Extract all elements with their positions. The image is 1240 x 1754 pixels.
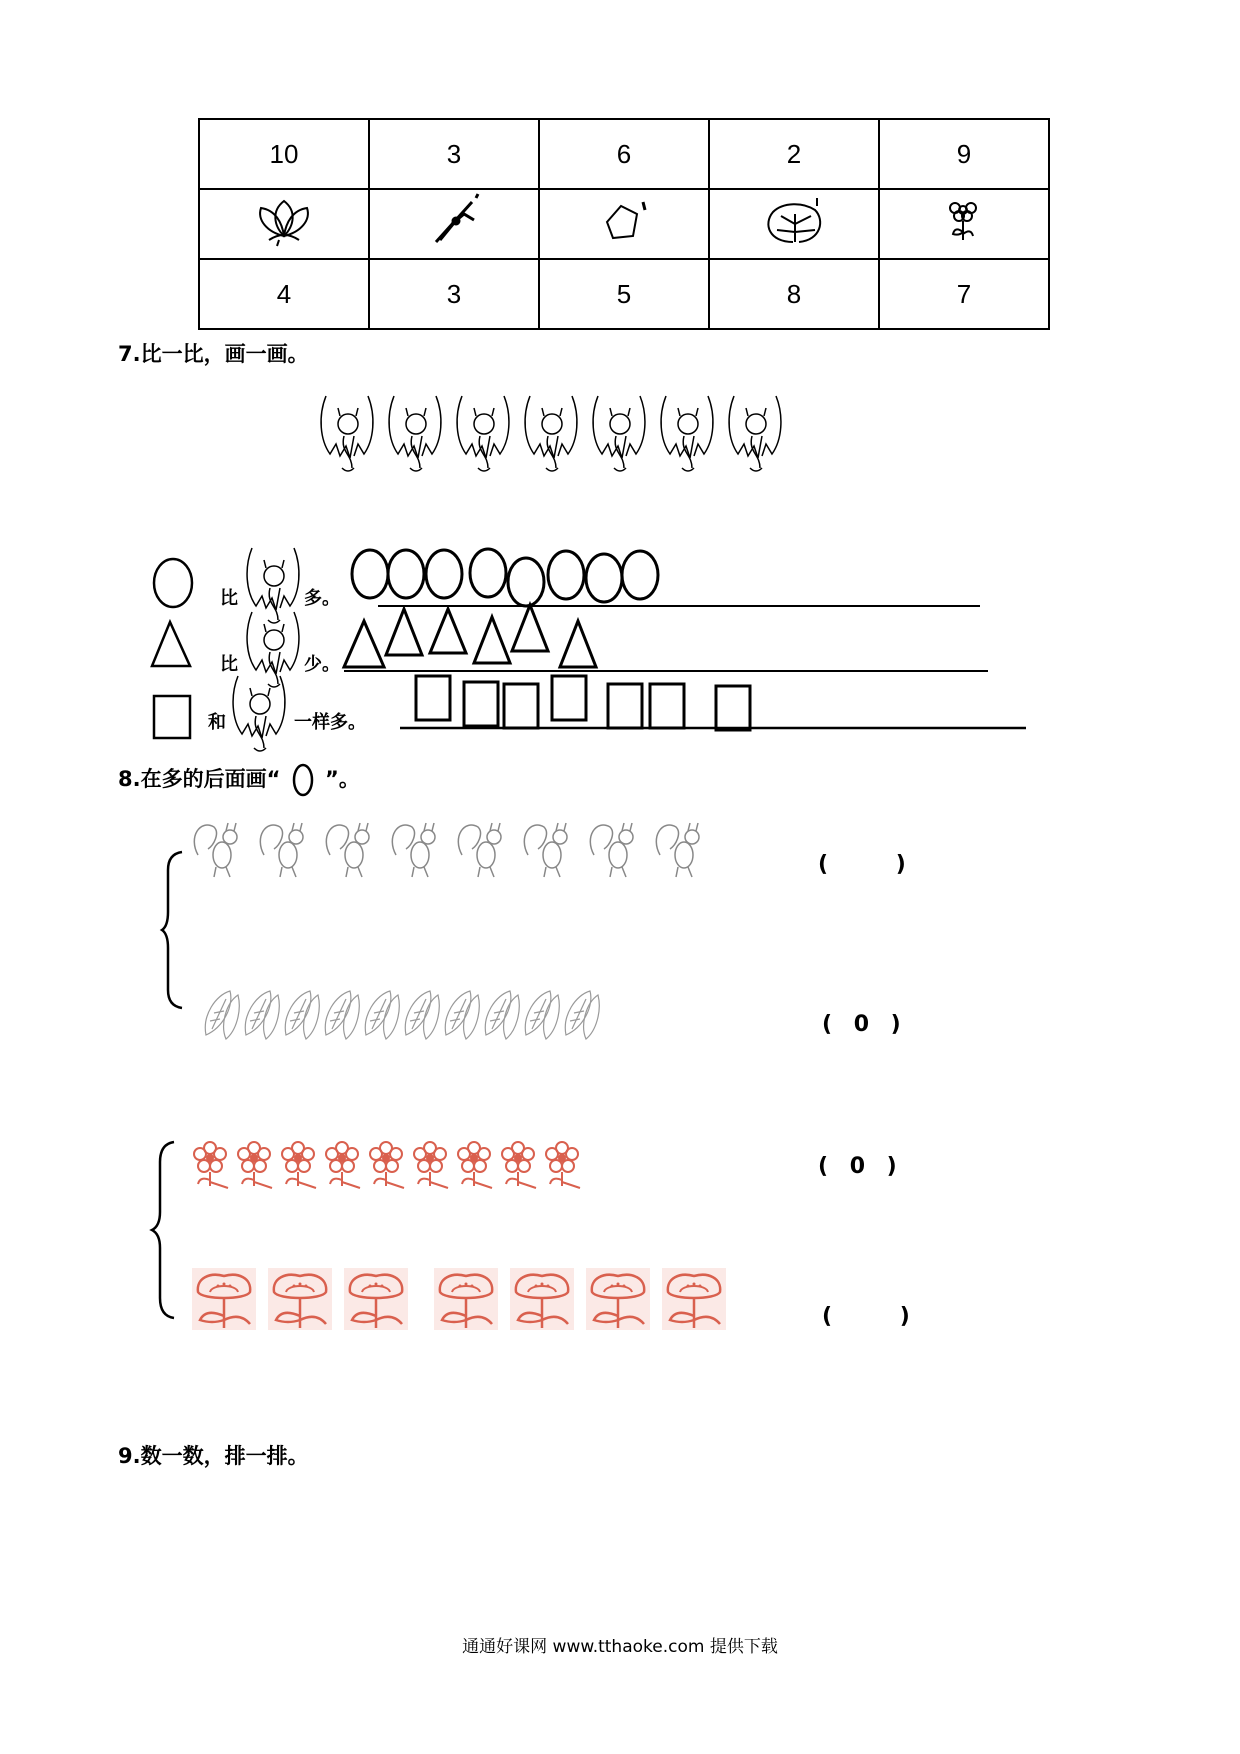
table-cell: 3 <box>369 259 539 329</box>
question-8-prefix: 8.在多的后面画“ <box>118 767 281 791</box>
answer-blank[interactable]: ( ) <box>818 852 906 877</box>
triangle-answer-line <box>340 605 990 677</box>
table-cell: 4 <box>199 259 369 329</box>
question-7-title: 7.比一比，画一画。 <box>118 342 309 366</box>
oval-icon <box>288 762 318 798</box>
compare-word: 比 <box>220 654 238 675</box>
answer-blank[interactable]: ( 0 ) <box>822 1012 901 1037</box>
compare-suffix: 少。 <box>304 654 340 675</box>
compare-word: 和 <box>208 712 226 733</box>
big-flower-row <box>192 1268 742 1332</box>
question-9-title: 9.数一数，排一排。 <box>118 1444 309 1468</box>
compare-word: 比 <box>220 588 238 609</box>
square-answer-line <box>400 670 1030 740</box>
table-cell: 6 <box>539 119 709 189</box>
squirrel-row <box>192 815 722 885</box>
table-cell: 10 <box>199 119 369 189</box>
circle-answer-line <box>348 545 988 611</box>
table-cell: 9 <box>879 119 1049 189</box>
table-cell: 3 <box>369 119 539 189</box>
footer-text: 通通好课网 www.tthaoke.com 提供下载 <box>462 1637 778 1657</box>
pentagon-icon <box>539 189 709 259</box>
compare-suffix: 多。 <box>304 588 340 609</box>
answer-blank[interactable]: ( ) <box>822 1304 910 1329</box>
square-shape <box>152 692 194 742</box>
number-table <box>198 118 1050 330</box>
brace-icon <box>160 850 190 1010</box>
question-8-title <box>118 762 360 798</box>
circle-shape <box>150 555 200 611</box>
carrot-row <box>200 985 620 1045</box>
brace-icon <box>150 1140 180 1320</box>
answer-blank[interactable]: ( 0 ) <box>818 1154 897 1179</box>
triangle-shape <box>148 618 194 670</box>
question-8-suffix: ”。 <box>325 767 360 791</box>
small-flower-row <box>192 1140 602 1196</box>
bat-icon <box>244 548 302 608</box>
lotus-icon <box>199 189 369 259</box>
compare-suffix: 一样多。 <box>294 712 366 733</box>
flower-icon <box>879 189 1049 259</box>
bat-icon <box>244 612 302 672</box>
table-cell: 2 <box>709 119 879 189</box>
lotus-leaf-icon <box>709 189 879 259</box>
pliers-icon <box>369 189 539 259</box>
bat-icons <box>318 392 818 482</box>
table-cell: 7 <box>879 259 1049 329</box>
bat-icon <box>230 676 288 736</box>
bat-row <box>318 392 818 482</box>
table-cell: 8 <box>709 259 879 329</box>
table-cell: 5 <box>539 259 709 329</box>
